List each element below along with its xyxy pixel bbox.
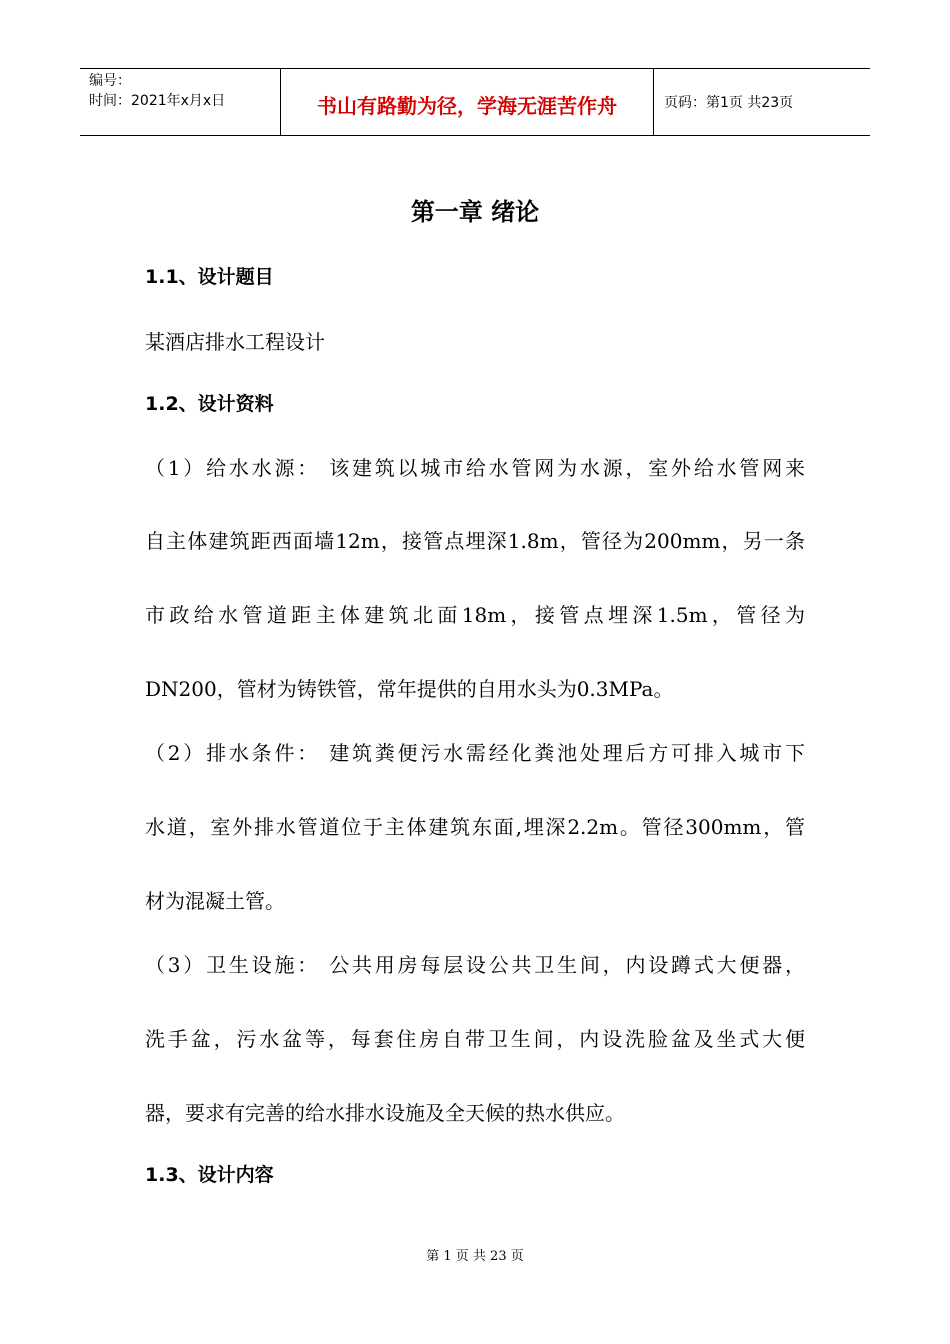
paragraph-line: 洗手盆，污水盆等，每套住房自带卫生间，内设洗脸盆及坐式大便 [145,1027,805,1051]
paragraph-line: （3）卫生设施： 公共用房每层设公共卫生间，内设蹲式大便器， [145,953,805,977]
page-header [80,68,870,136]
paragraph-line: 水道，室外排水管道位于主体建筑东面,埋深2.2m。管径300mm，管 [145,815,805,839]
paragraph-line: DN200，管材为铸铁管，常年提供的自用水头为0.3MPa。 [145,677,674,701]
paragraph-line: 材为混凝土管。 [145,889,285,913]
header-motto: 书山有路勤为径，学海无涯苦作舟 [281,69,654,135]
paragraph-line: （1）给水水源： 该建筑以城市给水管网为水源，室外给水管网来 [145,456,805,480]
paragraph-line: 市政给水管道距主体建筑北面18m，接管点埋深1.5m，管径为 [145,603,805,627]
page-footer: 第 1 页 共 23 页 [426,1249,524,1264]
time-label: 时间：2021年x月x日 [89,93,226,109]
chapter-title: 第一章 绪论 [410,198,540,226]
section-heading-1-1: 1.1、设计题目 [145,266,274,288]
section-heading-1-2: 1.2、设计资料 [145,393,274,415]
number-label: 编号： [89,73,131,89]
section-heading-1-3: 1.3、设计内容 [145,1164,274,1186]
section-text-1-1: 某酒店排水工程设计 [145,330,325,354]
paragraph-line: （2）排水条件： 建筑粪便污水需经化粪池处理后方可排入城市下 [145,741,805,765]
paragraph-line: 器，要求有完善的给水排水设施及全天候的热水供应。 [145,1101,625,1125]
paragraph-line: 自主体建筑距西面墙12m，接管点埋深1.8m，管径为200mm，另一条 [145,529,805,553]
header-page-info: 页码：第1页 共23页 [664,95,794,111]
header-meta [80,69,281,135]
